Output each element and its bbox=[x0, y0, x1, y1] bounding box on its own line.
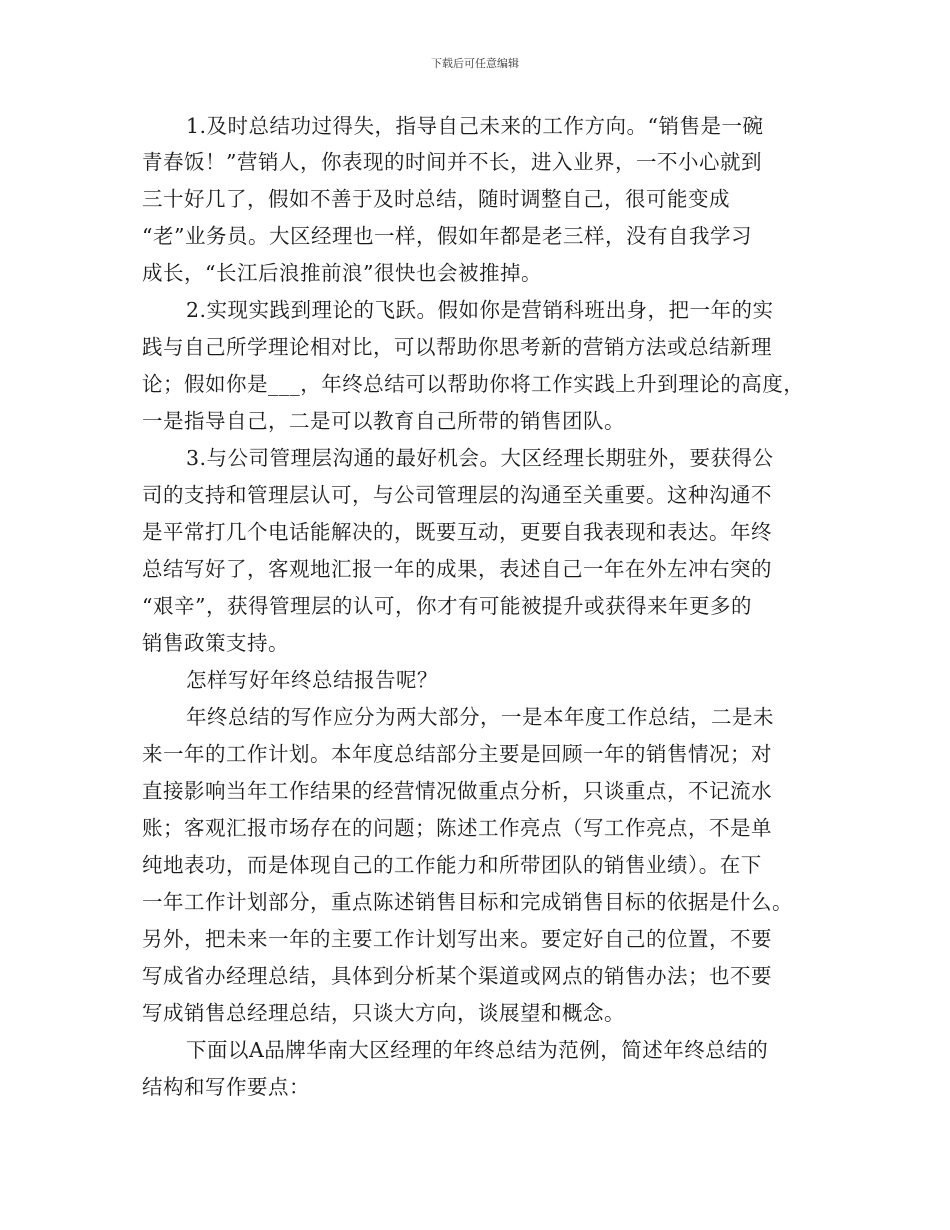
body-line: 写成销售总经理总结，只谈大方向，谈展望和概念。 bbox=[142, 1001, 625, 1025]
body-line: “老”业务员。大区经理也一样，假如年都是老三样，没有自我学习 bbox=[142, 224, 752, 248]
body-line: 3.与公司管理层沟通的最好机会。大区经理长期驻外，要获得公 bbox=[186, 446, 774, 470]
body-line: 践与自己所学理论相对比，可以帮助你思考新的营销方法或总结新理 bbox=[142, 335, 772, 359]
body-line: 销售政策支持。 bbox=[142, 631, 289, 655]
body-line: 总结写好了，客观地汇报一年的成果，表述自己一年在外左冲右突的 bbox=[142, 557, 772, 581]
body-line: 来一年的工作计划。本年度总结部分主要是回顾一年的销售情况；对 bbox=[142, 742, 772, 766]
body-line: 写成省办经理总结，具体到分析某个渠道或网点的销售办法；也不要 bbox=[142, 964, 772, 988]
body-line: 直接影响当年工作结果的经营情况做重点分析，只谈重点，不记流水 bbox=[142, 779, 772, 803]
body-line: 三十好几了，假如不善于及时总结，随时调整自己，很可能变成 bbox=[142, 187, 730, 211]
body-line: 怎样写好年终总结报告呢？ bbox=[186, 668, 438, 692]
body-line: 成长，“长江后浪推前浪”很快也会被推掉。 bbox=[142, 261, 542, 285]
body-line: 一年工作计划部分，重点陈述销售目标和完成销售目标的依据是什么。 bbox=[142, 890, 793, 914]
body-line: 论；假如你是___，年终总结可以帮助你将工作实践上升到理论的高度， bbox=[142, 372, 805, 396]
body-line: 结构和写作要点： bbox=[142, 1075, 310, 1099]
body-line: 年终总结的写作应分为两大部分，一是本年度工作总结，二是未 bbox=[186, 705, 774, 729]
page-header: 下载后可任意编辑 bbox=[431, 57, 519, 70]
body-line: 是平常打几个电话能解决的，既要互动，更要自我表现和表达。年终 bbox=[142, 520, 772, 544]
body-line: 司的支持和管理层认可，与公司管理层的沟通至关重要。这种沟通不 bbox=[142, 483, 772, 507]
body-line: 另外，把未来一年的主要工作计划写出来。要定好自己的位置，不要 bbox=[142, 927, 772, 951]
body-line: 纯地表功，而是体现自己的工作能力和所带团队的销售业绩）。在下 bbox=[142, 853, 762, 877]
body-line: 青春饭！”营销人，你表现的时间并不长，进入业界，一不小心就到 bbox=[142, 150, 762, 174]
body-line: 2.实现实践到理论的飞跃。假如你是营销科班出身，把一年的实 bbox=[186, 298, 774, 322]
body-line: 下面以A品牌华南大区经理的年终总结为范例，简述年终总结的 bbox=[186, 1038, 769, 1062]
body-line: 账；客观汇报市场存在的问题；陈述工作亮点（写工作亮点，不是单 bbox=[142, 816, 772, 840]
body-line: 一是指导自己，二是可以教育自己所带的销售团队。 bbox=[142, 409, 625, 433]
body-line: 1.及时总结功过得失，指导自己未来的工作方向。“销售是一碗 bbox=[186, 114, 764, 138]
body-line: “艰辛”，获得管理层的认可，你才有可能被提升或获得来年更多的 bbox=[142, 594, 752, 618]
